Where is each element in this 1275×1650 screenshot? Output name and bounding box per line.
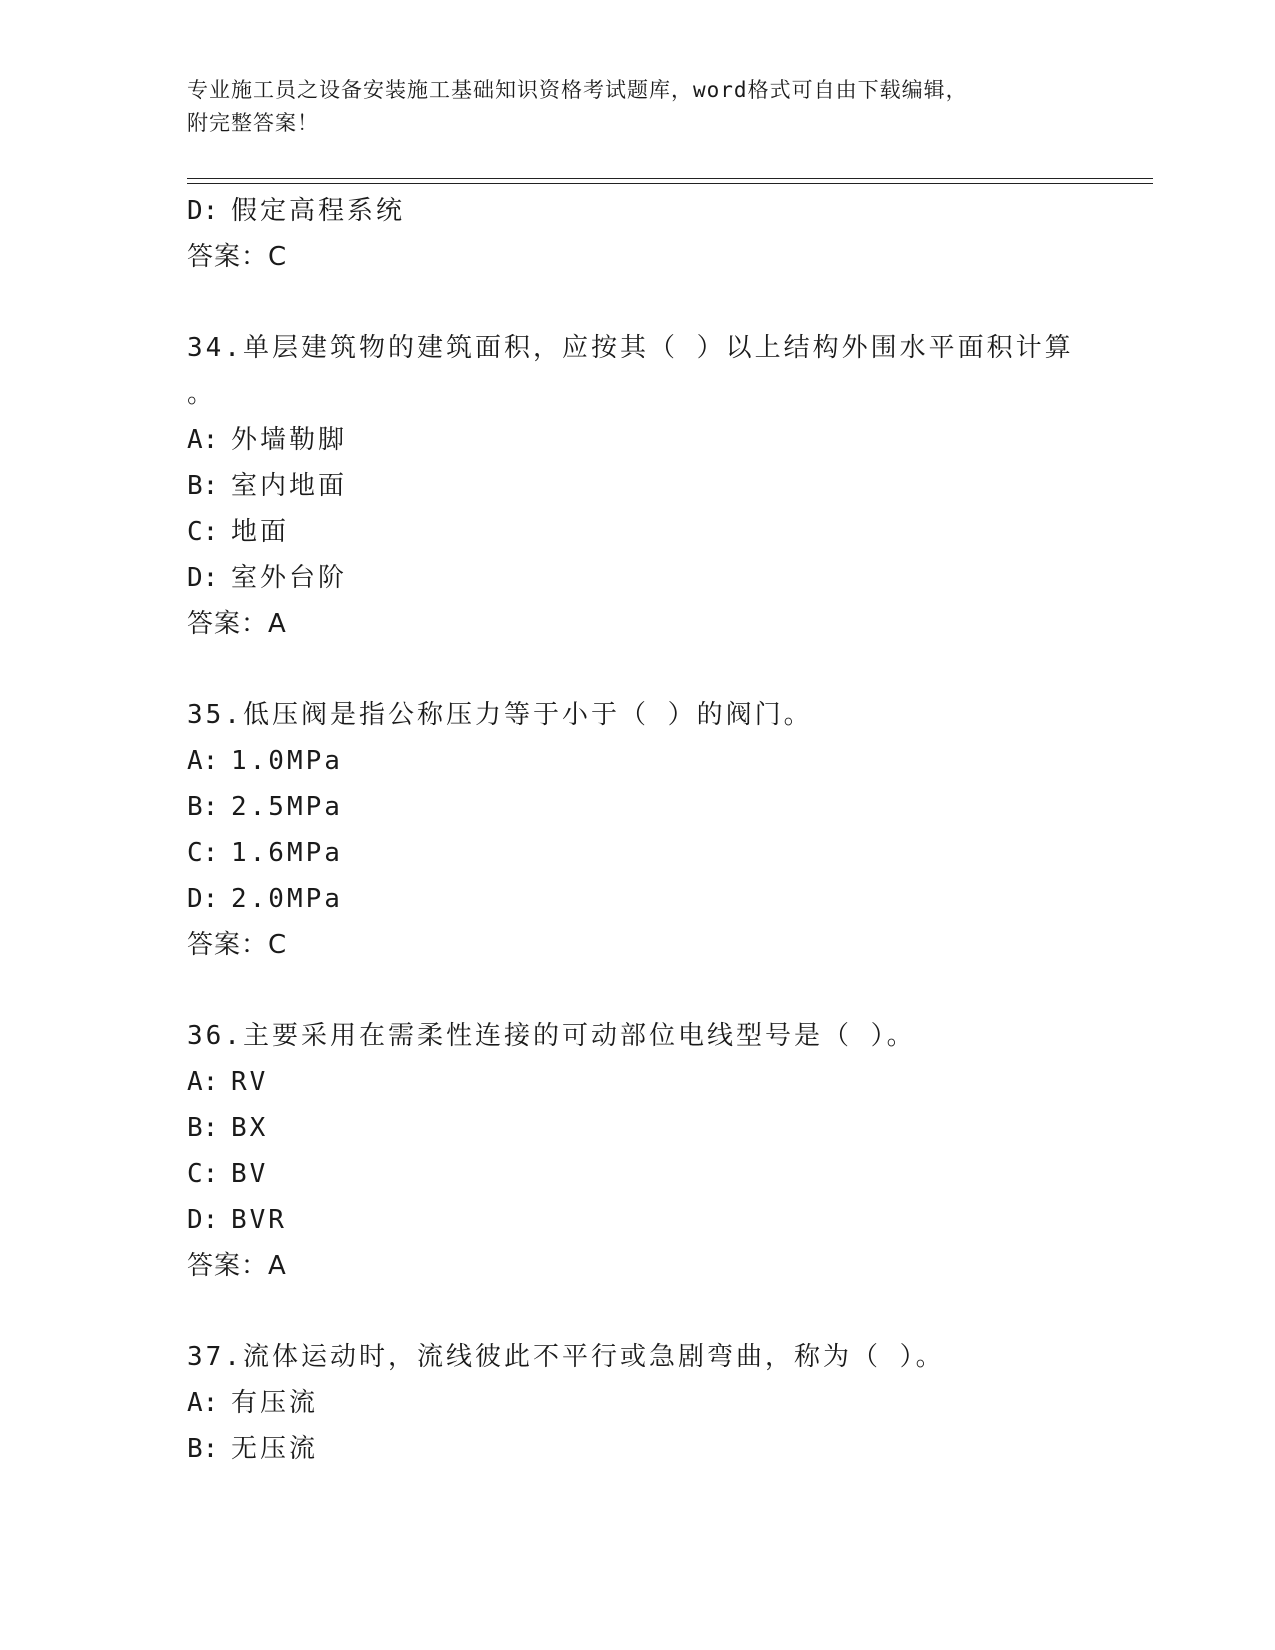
option-label: A: <box>187 425 219 455</box>
option-text: 1.6MPa <box>231 838 343 868</box>
option-row <box>187 417 1087 463</box>
question-36-text: 36.主要采用在需柔性连接的可动部位电线型号是（ ）。 <box>187 1021 916 1051</box>
option-row <box>187 463 1087 509</box>
option-text: BVR <box>231 1205 287 1235</box>
option-text: RV <box>231 1067 269 1097</box>
option-label: C: <box>187 517 219 547</box>
answer-line: 答案：A <box>187 1251 287 1281</box>
option-row <box>187 830 1087 876</box>
option-row <box>187 1059 1087 1105</box>
option-label: D: <box>187 563 219 593</box>
option-text: BX <box>231 1113 269 1143</box>
option-label: C: <box>187 838 219 868</box>
question-list <box>187 188 1087 1472</box>
option-row <box>187 738 1087 784</box>
option-text: 2.5MPa <box>231 792 343 822</box>
option-text: 1.0MPa <box>231 746 343 776</box>
question-34-text: 34.单层建筑物的建筑面积，应按其（ ）以上结构外围水平面积计算 <box>187 333 1074 363</box>
question-34-continuation: 。 <box>187 379 217 409</box>
option-row <box>187 876 1087 922</box>
option-text: 地面 <box>231 517 290 547</box>
option-label: B: <box>187 792 219 822</box>
option-label: A: <box>187 1067 219 1097</box>
option-text: 外墙勒脚 <box>231 425 348 455</box>
option-label: B: <box>187 1113 219 1143</box>
header-divider-top <box>187 178 1153 179</box>
answer-line: 答案：C <box>187 930 288 960</box>
option-label: A: <box>187 1388 219 1418</box>
option-label: D: <box>187 884 219 914</box>
document-header <box>187 74 1067 140</box>
answer-line: 答案：A <box>187 609 287 639</box>
option-text: 有压流 <box>231 1388 319 1418</box>
option-row <box>187 1426 1087 1472</box>
option-row <box>187 509 1087 555</box>
header-line-2: 附完整答案！ <box>187 111 319 135</box>
option-text: 室外台阶 <box>231 563 348 593</box>
option-label: B: <box>187 471 219 501</box>
option-label: D: <box>187 196 219 226</box>
option-row <box>187 1151 1087 1197</box>
question-37-text: 37.流体运动时，流线彼此不平行或急剧弯曲，称为（ ）。 <box>187 1342 945 1372</box>
option-text: 无压流 <box>231 1434 319 1464</box>
answer-line: 答案：C <box>187 242 288 272</box>
option-text: 室内地面 <box>231 471 348 501</box>
header-divider-bottom <box>187 183 1153 184</box>
option-text: 2.0MPa <box>231 884 343 914</box>
option-row <box>187 1105 1087 1151</box>
option-row <box>187 784 1087 830</box>
option-row <box>187 188 1087 234</box>
option-label: A: <box>187 746 219 776</box>
option-row <box>187 1380 1087 1426</box>
header-line-1: 专业施工员之设备安装施工基础知识资格考试题库，word格式可自由下载编辑， <box>187 78 968 102</box>
option-label: C: <box>187 1159 219 1189</box>
option-row <box>187 555 1087 601</box>
option-text: 假定高程系统 <box>231 196 406 226</box>
option-label: B: <box>187 1434 219 1464</box>
option-text: BV <box>231 1159 269 1189</box>
option-label: D: <box>187 1205 219 1235</box>
option-row <box>187 1197 1087 1243</box>
question-35-text: 35.低压阀是指公称压力等于小于（ ）的阀门。 <box>187 700 813 730</box>
